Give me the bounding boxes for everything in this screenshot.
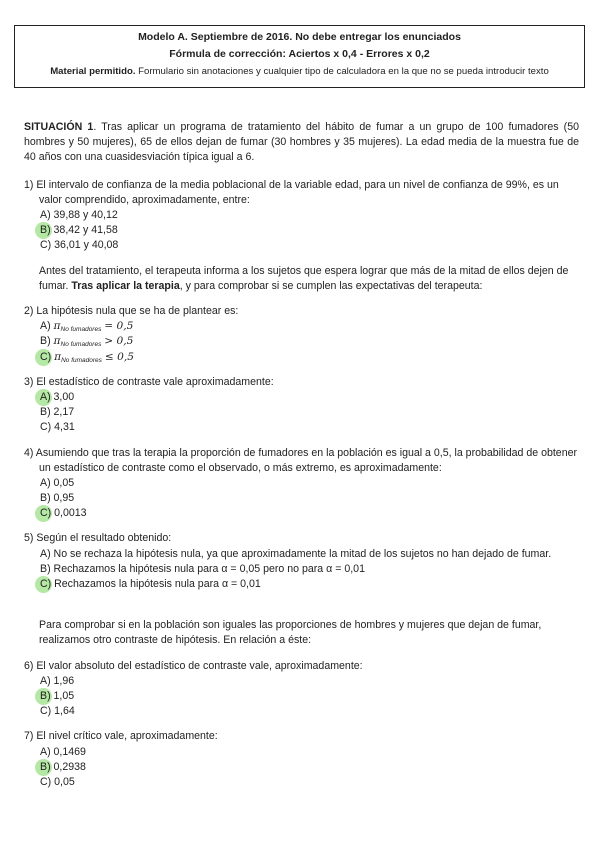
question-3 [24, 375, 579, 436]
option-b[interactable]: B) 38,42 y 41,58 [24, 223, 579, 238]
situation-label: SITUACIÓN 1 [24, 121, 94, 133]
option-c[interactable]: C) 0,0013 [24, 506, 579, 521]
option-b[interactable]: B) Rechazamos la hipótesis nula para α = 0,05 pero no para α = 0,01 [40, 562, 365, 575]
question-1 [24, 178, 579, 254]
option-a[interactable]: A) No se rechaza la hipótesis nula, ya que aproximadamente la mitad de los sujetos no han dejado de fumar. [40, 547, 552, 560]
option-a[interactable]: A) $\pi_{No fumadores} = 0,5$ [40, 320, 134, 334]
option-b[interactable]: B) 0,95 [40, 492, 75, 505]
question-text: 4) Asumiendo que tras la terapia la proporción de fumadores en la población es igual a 0,5, la probabilidad de obtener un estadístico de contraste como el observado, o más extremo, es aproximadamente: [24, 446, 578, 474]
option-b[interactable]: B) 1,05 [24, 689, 579, 704]
option-c[interactable]: C) 4,31 [40, 421, 75, 434]
question-6 [24, 659, 579, 720]
option-a[interactable]: A) 39,88 y 40,12 [40, 209, 118, 222]
question-2 [24, 304, 579, 365]
allowed-material-text: Formulario sin anotaciones y cualquier tipo de calculadora en la que no se pueda introducir texto [135, 66, 549, 77]
option-a[interactable]: A) 3,00 [24, 390, 579, 405]
option-c[interactable]: C) 1,64 [40, 705, 75, 718]
question-text: 5) Según el resultado obtenido: [24, 532, 172, 545]
question-7 [24, 729, 579, 790]
situation-text: . Tras aplicar un programa de tratamiento del hábito de fumar a un grupo de 100 fumadores (50 hombres y 50 mujeres), 65 de ellos dejan de fumar (30 hombres y 35 mujeres). La edad media de la muestra fue de 40 años con una cuasidesviación típica igual a 6. [24, 121, 579, 164]
allowed-material-label: Material permitido. [50, 66, 136, 77]
exam-title: Modelo A. Septiembre de 2016. No debe entregar los enunciados [138, 31, 461, 43]
option-c[interactable]: C) $\pi_{No fumadores} \le 0,5$ [24, 350, 579, 365]
question-text: 7) El nivel crítico vale, aproximadamente: [24, 730, 218, 743]
context-note: Para comprobar si en la población son iguales las proporciones de hombres y mujeres que dejan de fumar, realizamos otro contraste de hipótesis. En relación a éste: [39, 619, 542, 647]
option-b[interactable]: B) $\pi_{No fumadores} > 0,5$ [40, 335, 134, 349]
exam-content [24, 120, 579, 800]
question-4 [24, 446, 579, 522]
option-b[interactable]: B) 0,2938 [24, 760, 579, 775]
question-text: 1) El intervalo de confianza de la media poblacional de la variable edad, para un nivel de confianza de 99%, es un valor comprendido, aproximadamente, entre: [24, 178, 559, 206]
option-c[interactable]: C) 36,01 y 40,08 [40, 239, 119, 252]
question-5 [24, 531, 579, 592]
option-b[interactable]: B) 2,17 [40, 406, 75, 419]
option-c[interactable]: C) Rechazamos la hipótesis nula para α = 0,01 [24, 577, 579, 592]
allowed-material [15, 63, 584, 80]
question-text: 2) La hipótesis nula que se ha de plantear es: [24, 304, 239, 317]
option-a[interactable]: A) 0,05 [40, 476, 75, 489]
exam-header [14, 25, 585, 88]
option-c[interactable]: C) 0,05 [40, 776, 75, 788]
grading-formula: Fórmula de corrección: Aciertos x 0,4 - Errores x 0,2 [169, 48, 430, 60]
situation-statement [24, 120, 579, 166]
option-a[interactable]: A) 0,1469 [40, 745, 86, 758]
question-text: 3) El estadístico de contraste vale aproximadamente: [24, 375, 274, 388]
option-a[interactable]: A) 1,96 [40, 674, 75, 687]
question-text: 6) El valor absoluto del estadístico de contraste vale, aproximadamente: [24, 659, 363, 672]
context-note: Antes del tratamiento, el terapeuta informa a los sujetos que espera lograr que más de la mitad de ellos dejen de fumar. Tras aplicar la terapia, y para comprobar si se cumplen las expectativas del terapeuta: [39, 264, 569, 292]
